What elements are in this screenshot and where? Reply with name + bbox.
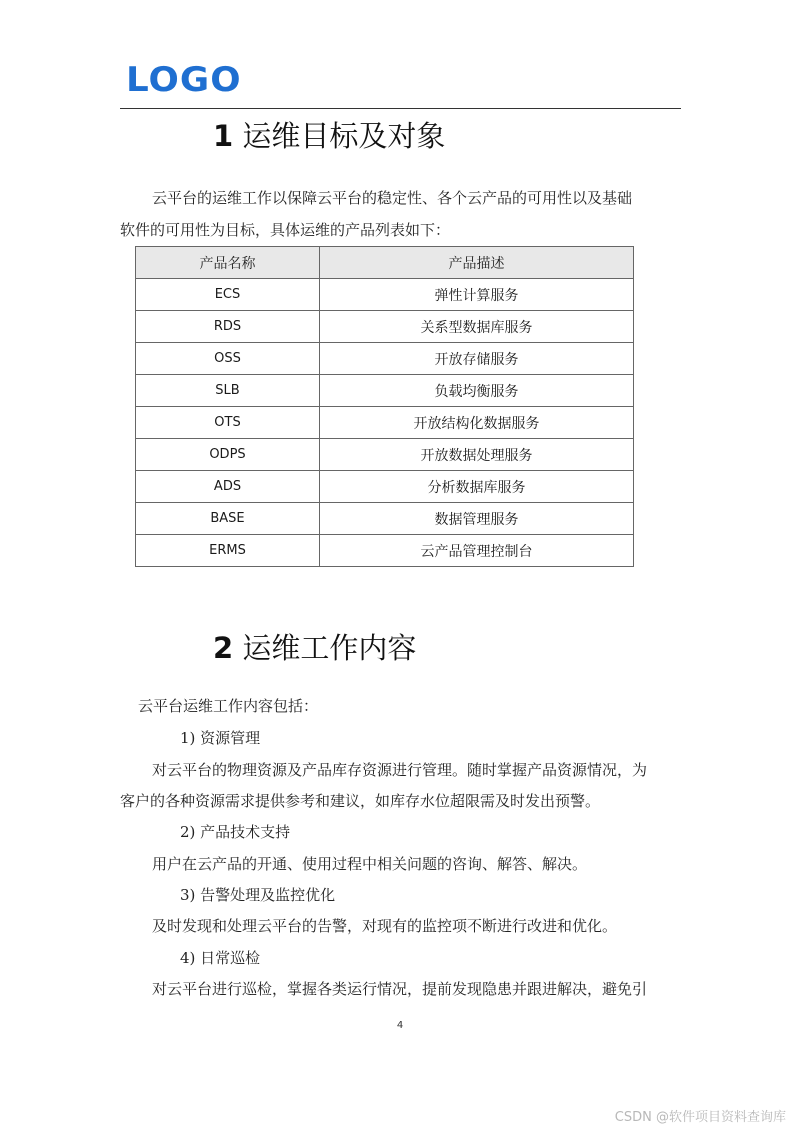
product-name-cell: OTS xyxy=(136,407,320,439)
section1-title: 运维目标及对象 xyxy=(242,119,446,153)
column-header-desc: 产品描述 xyxy=(320,247,634,279)
section2-heading xyxy=(213,630,416,666)
product-desc-cell: 开放结构化数据服务 xyxy=(320,407,634,439)
watermark: CSDN @软件项目资料查询库 xyxy=(614,1110,786,1125)
table-row xyxy=(136,535,634,567)
section1-intro-line1: 云平台的运维工作以保障云平台的稳定性、各个云产品的可用性以及基础 xyxy=(152,189,633,207)
item-text: 对云平台的物理资源及产品库存资源进行管理。随时掌握产品资源情况，为 xyxy=(152,761,648,779)
product-name-cell: SLB xyxy=(136,375,320,407)
product-desc-cell: 开放存储服务 xyxy=(320,343,634,375)
page-number: 4 xyxy=(396,1020,404,1031)
header-divider xyxy=(120,108,681,109)
table-row xyxy=(136,375,634,407)
section1-intro-line2: 软件的可用性为目标，具体运维的产品列表如下： xyxy=(120,221,451,239)
table-row xyxy=(136,311,634,343)
table-row xyxy=(136,503,634,535)
item-label: 3) 告警处理及监控优化 xyxy=(180,886,336,904)
product-name-cell: RDS xyxy=(136,311,320,343)
item-text: 用户在云产品的开通、使用过程中相关问题的咨询、解答、解决。 xyxy=(152,855,588,873)
item-label: 1) 资源管理 xyxy=(180,729,261,747)
product-desc-cell: 关系型数据库服务 xyxy=(320,311,634,343)
table-row xyxy=(136,279,634,311)
section2-intro: 云平台运维工作内容包括： xyxy=(138,697,319,715)
table-row xyxy=(136,407,634,439)
item-text: 对云平台进行巡检，掌握各类运行情况，提前发现隐患并跟进解决，避免引 xyxy=(152,980,648,998)
column-header-name: 产品名称 xyxy=(136,247,320,279)
table-row xyxy=(136,439,634,471)
item-text: 及时发现和处理云平台的告警，对现有的监控项不断进行改进和优化。 xyxy=(152,917,618,935)
product-name-cell: ECS xyxy=(136,279,320,311)
section2-title: 运维工作内容 xyxy=(242,631,417,665)
table-header-row xyxy=(136,247,634,279)
product-name-cell: ODPS xyxy=(136,439,320,471)
product-name-cell: ERMS xyxy=(136,535,320,567)
table-row xyxy=(136,343,634,375)
product-desc-cell: 分析数据库服务 xyxy=(320,471,634,503)
product-name-cell: BASE xyxy=(136,503,320,535)
product-name-cell: ADS xyxy=(136,471,320,503)
item-text: 客户的各种资源需求提供参考和建议，如库存水位超限需及时发出预警。 xyxy=(120,792,601,810)
section1-heading xyxy=(213,118,445,154)
section2-number: 2 xyxy=(213,631,234,665)
table-row xyxy=(136,471,634,503)
logo: LOGO xyxy=(126,60,242,100)
item-label: 2) 产品技术支持 xyxy=(180,823,291,841)
product-table xyxy=(135,246,634,567)
product-name-cell: OSS xyxy=(136,343,320,375)
product-desc-cell: 数据管理服务 xyxy=(320,503,634,535)
product-desc-cell: 云产品管理控制台 xyxy=(320,535,634,567)
product-desc-cell: 开放数据处理服务 xyxy=(320,439,634,471)
item-label: 4) 日常巡检 xyxy=(180,949,261,967)
section1-number: 1 xyxy=(213,119,234,153)
product-desc-cell: 弹性计算服务 xyxy=(320,279,634,311)
product-desc-cell: 负载均衡服务 xyxy=(320,375,634,407)
